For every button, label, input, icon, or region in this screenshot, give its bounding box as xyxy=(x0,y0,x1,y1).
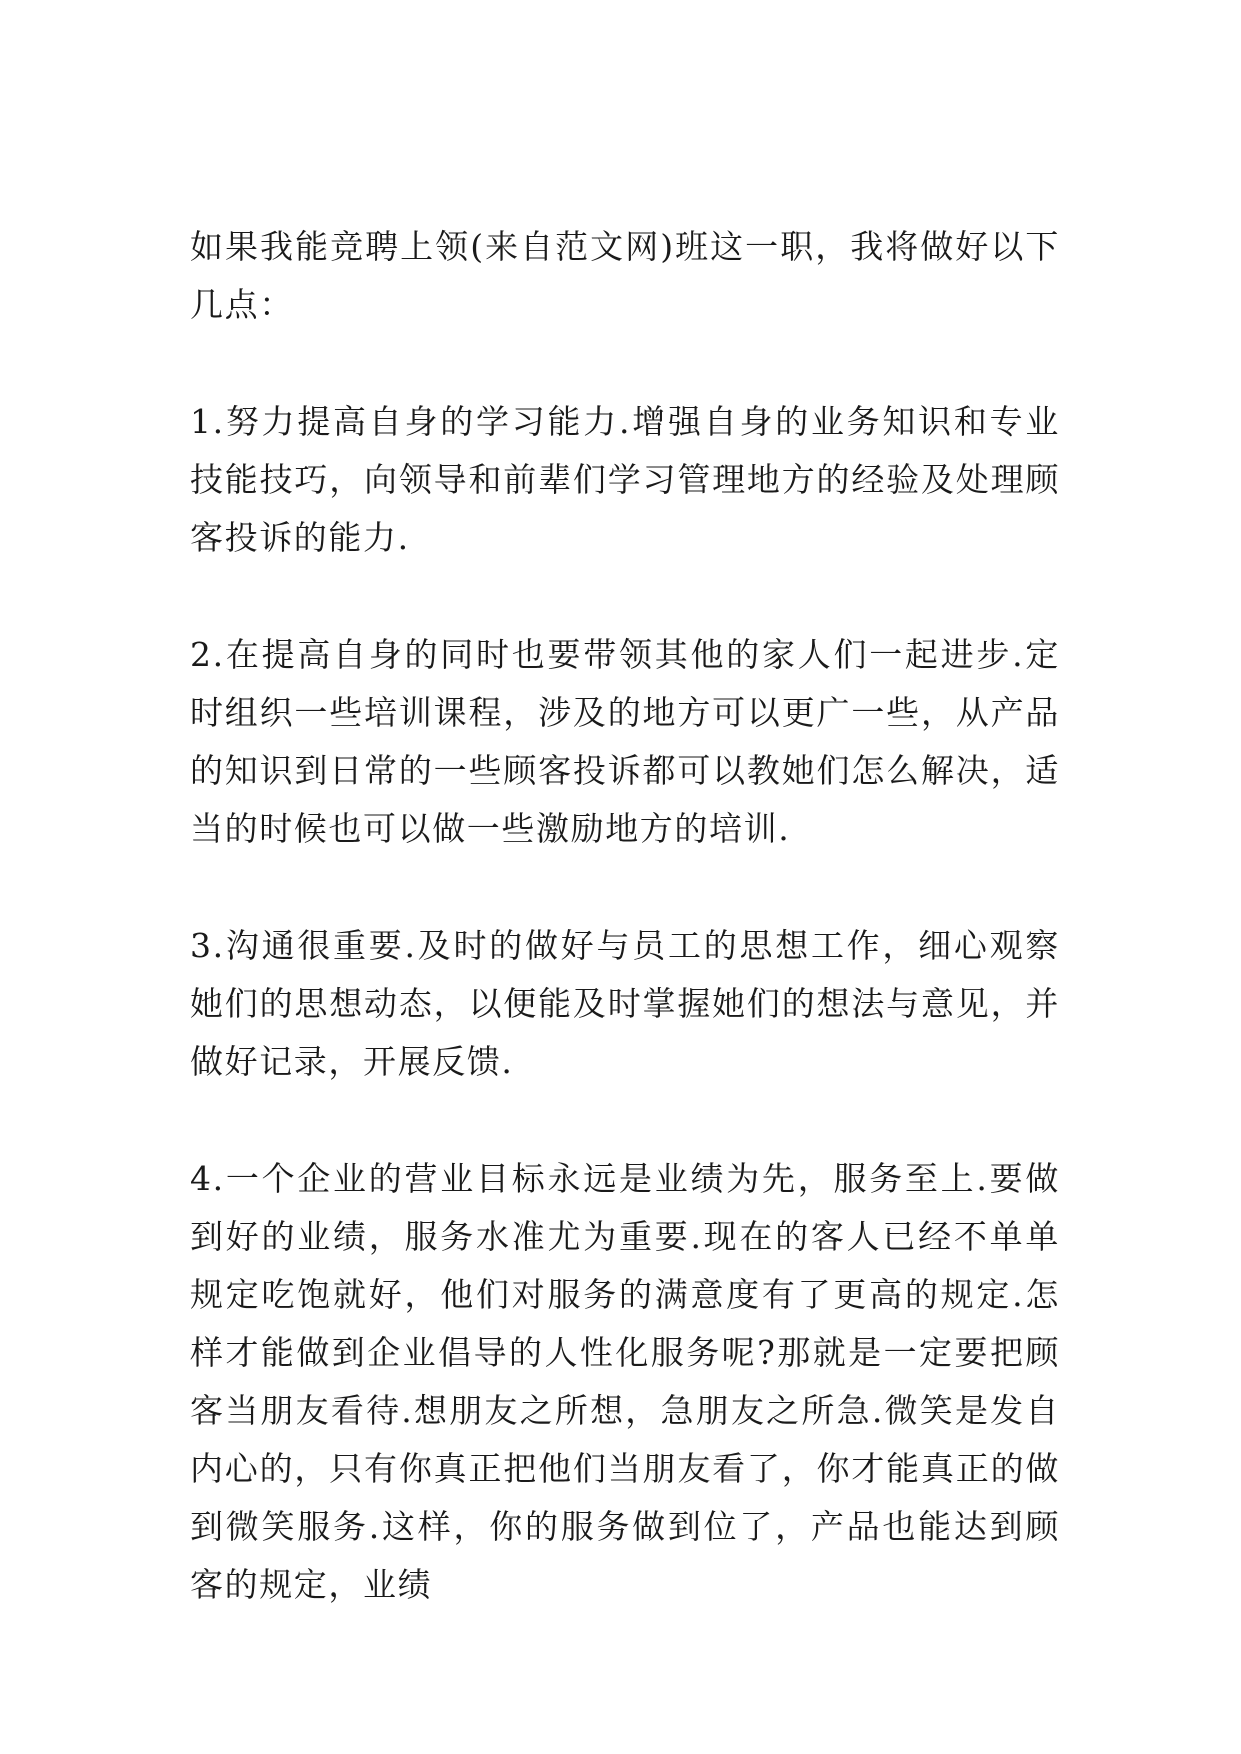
paragraph-point-2: 2.在提高自身的同时也要带领其他的家人们一起进步.定时组织一些培训课程，涉及的地方可以更广一些，从产品的知识到日常的一些顾客投诉都可以教她们怎么解决，适当的时候也可以做一些激励地方的培训. xyxy=(190,635,1060,848)
paragraph-point-3: 3.沟通很重要.及时的做好与员工的思想工作，细心观察她们的思想动态，以便能及时掌握她们的想法与意见，并做好记录，开展反馈. xyxy=(190,926,1060,1081)
paragraph-point-1: 1.努力提高自身的学习能力.增强自身的业务知识和专业技能技巧，向领导和前辈们学习管理地方的经验及处理顾客投诉的能力. xyxy=(190,402,1060,557)
paragraph-point-4: 4.一个企业的营业目标永远是业绩为先，服务至上.要做到好的业绩，服务水准尤为重要.现在的客人已经不单单规定吃饱就好，他们对服务的满意度有了更高的规定.怎样才能做到企业倡导的人性化服务呢?那就是一定要把顾客当朋友看待.想朋友之所想，急朋友之所急.微笑是发自内心的，只有你真正把他们当朋友看了，你才能真正的做到微笑服务.这样，你的服务做到位了，产品也能达到顾客的规定，业绩 xyxy=(190,1159,1060,1604)
document-body xyxy=(190,218,1060,1673)
paragraph-intro: 如果我能竞聘上领(来自范文网)班这一职，我将做好以下几点： xyxy=(190,227,1060,324)
